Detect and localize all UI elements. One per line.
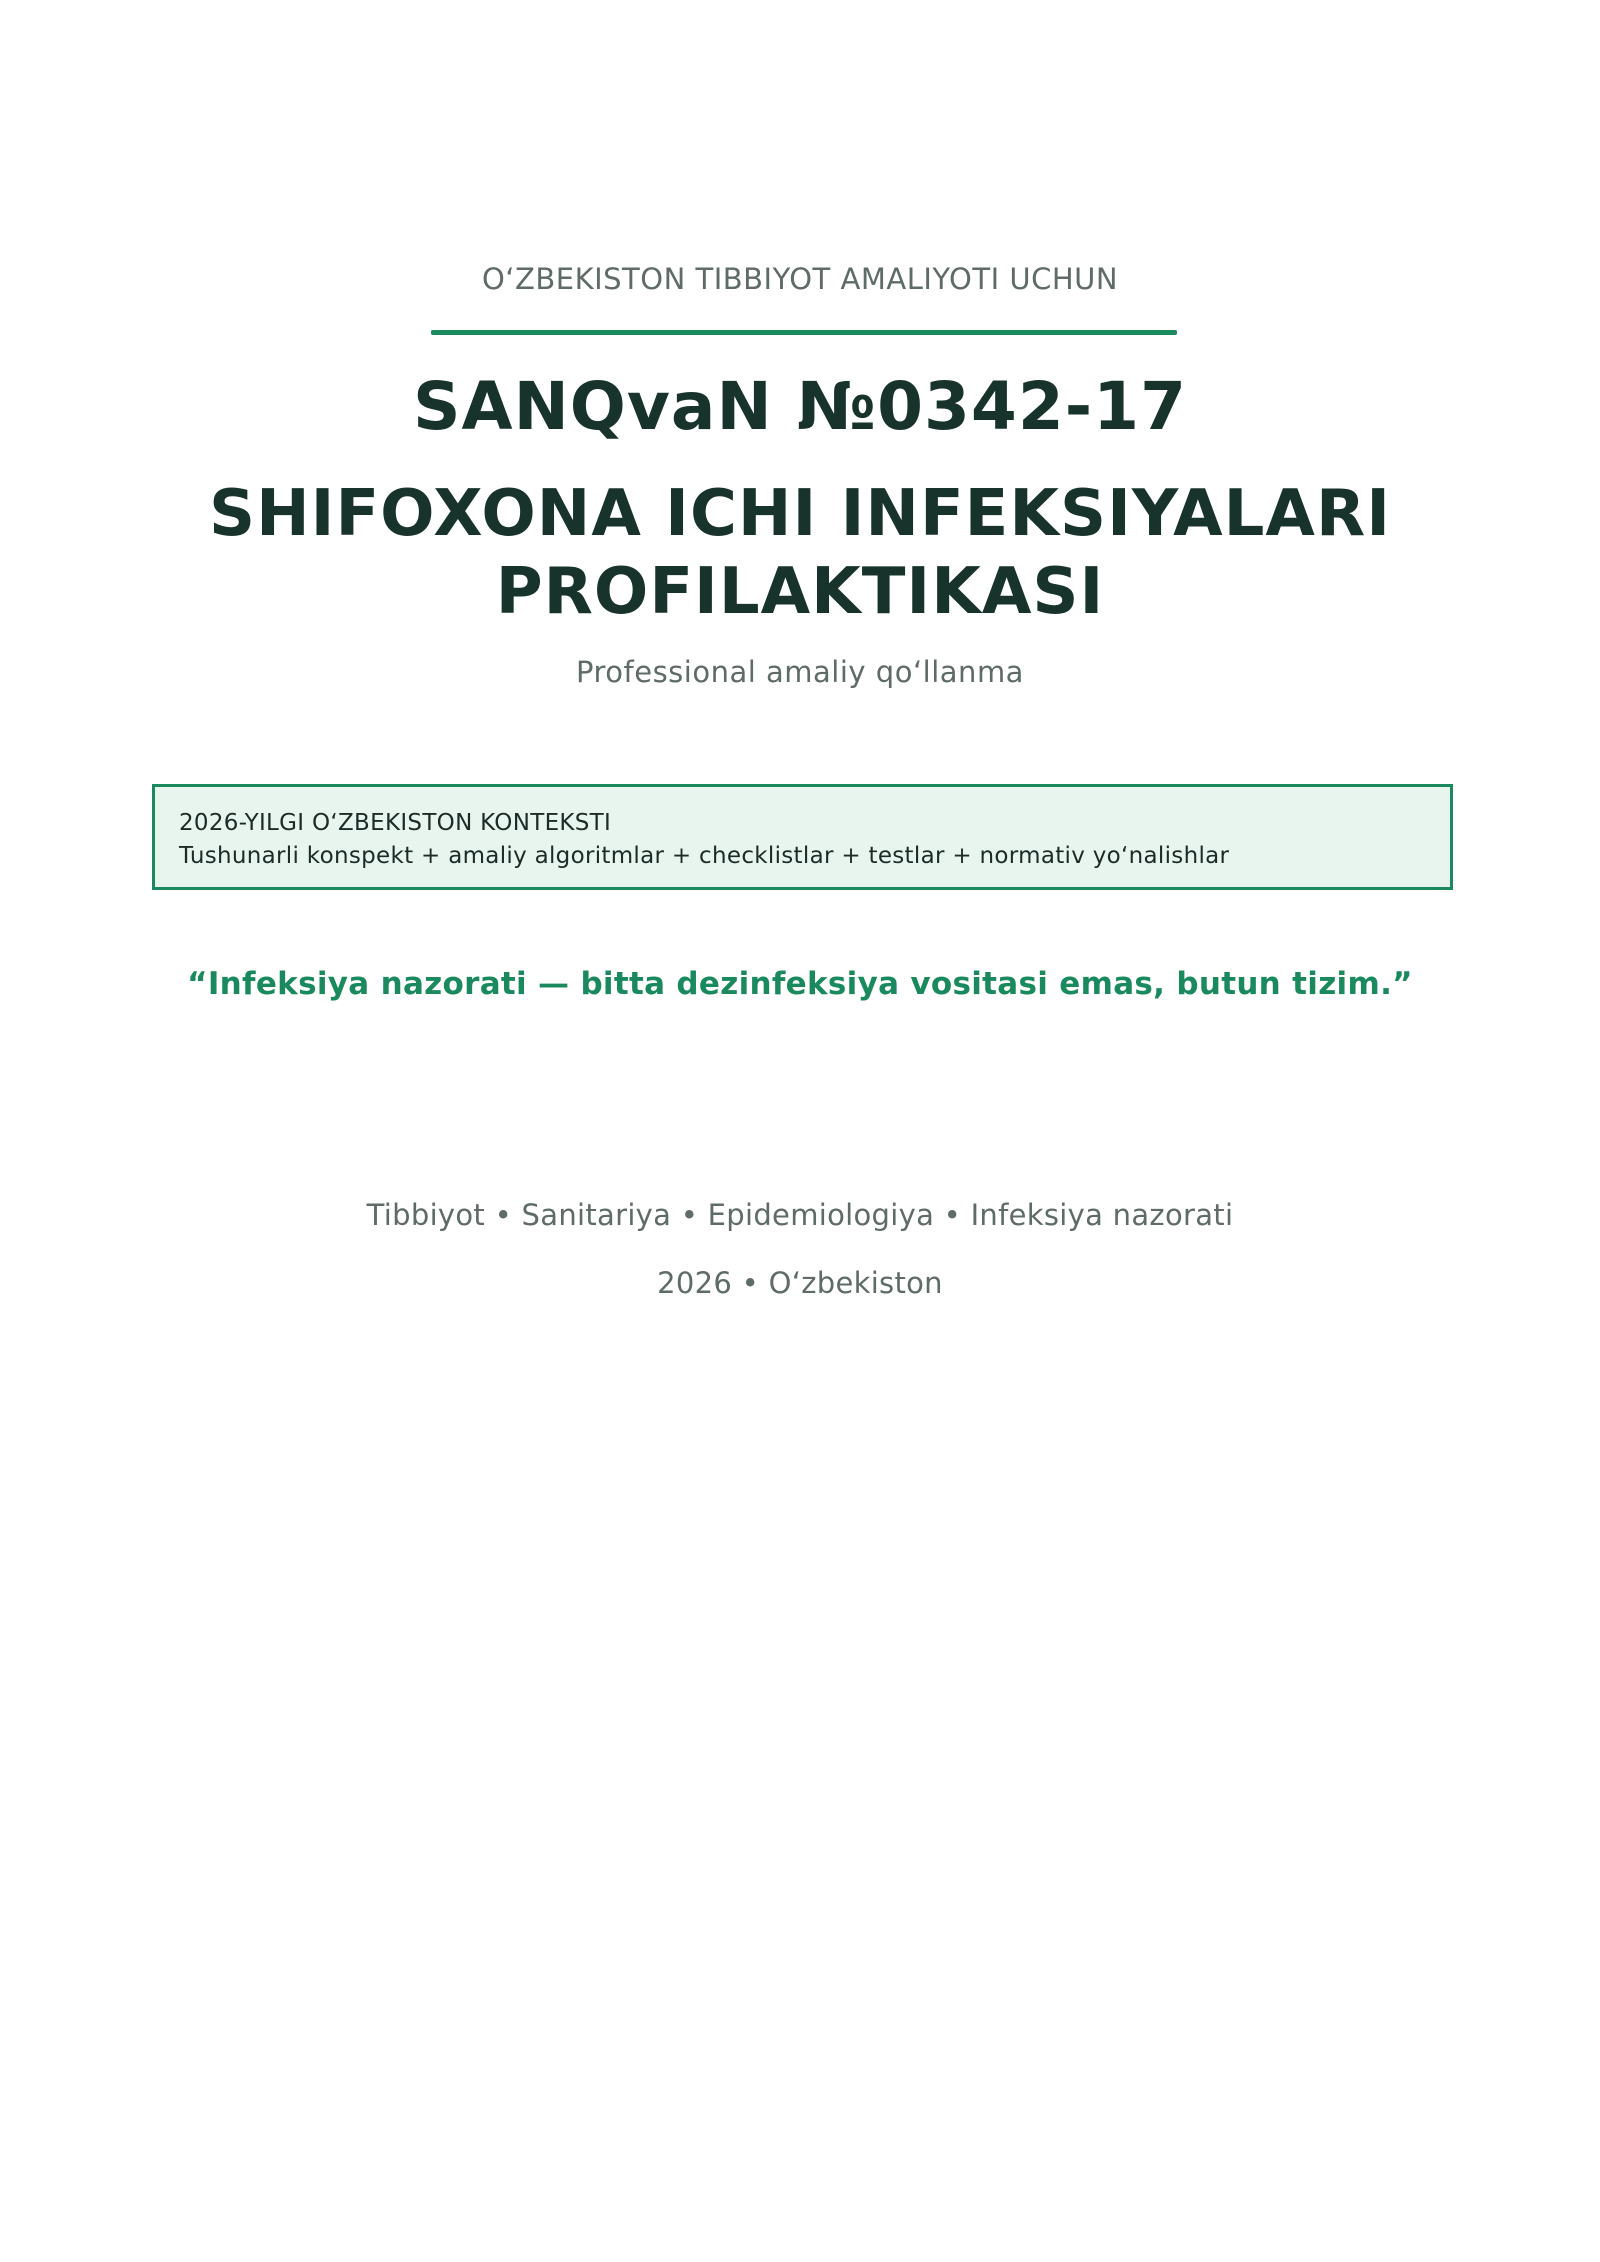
motto-quote: “Infeksiya nazorati — bitta dezinfeksiya vositasi emas, butun tizim.” [187, 966, 1413, 1002]
supertitle: O‘ZBEKISTON TIBBIYOT AMALIYOTI UCHUN [481, 262, 1119, 296]
main-title-line-2: PROFILAKTIKASI [495, 555, 1105, 629]
document-subtitle: Professional amaliy qo‘llanma [576, 655, 1024, 689]
document-code-title: SANQvaN №0342-17 [412, 368, 1188, 445]
context-description: Tushunarli konspekt + amaliy algoritmlar + checklistlar + testlar + normativ yo‘nalishlar [179, 843, 1230, 869]
context-heading: 2026-YILGI O‘ZBEKISTON KONTEKSTI [179, 810, 612, 836]
document-main-title [180, 475, 1420, 631]
title-divider [431, 330, 1177, 335]
year-location: 2026 • O‘zbekiston [657, 1266, 943, 1300]
context-callout-box [152, 784, 1453, 890]
topic-tags: Tibbiyot • Sanitariya • Epidemiologiya • Infeksiya nazorati [366, 1198, 1234, 1232]
main-title-line-1: SHIFOXONA ICHI INFEKSIYALARI [208, 477, 1392, 551]
